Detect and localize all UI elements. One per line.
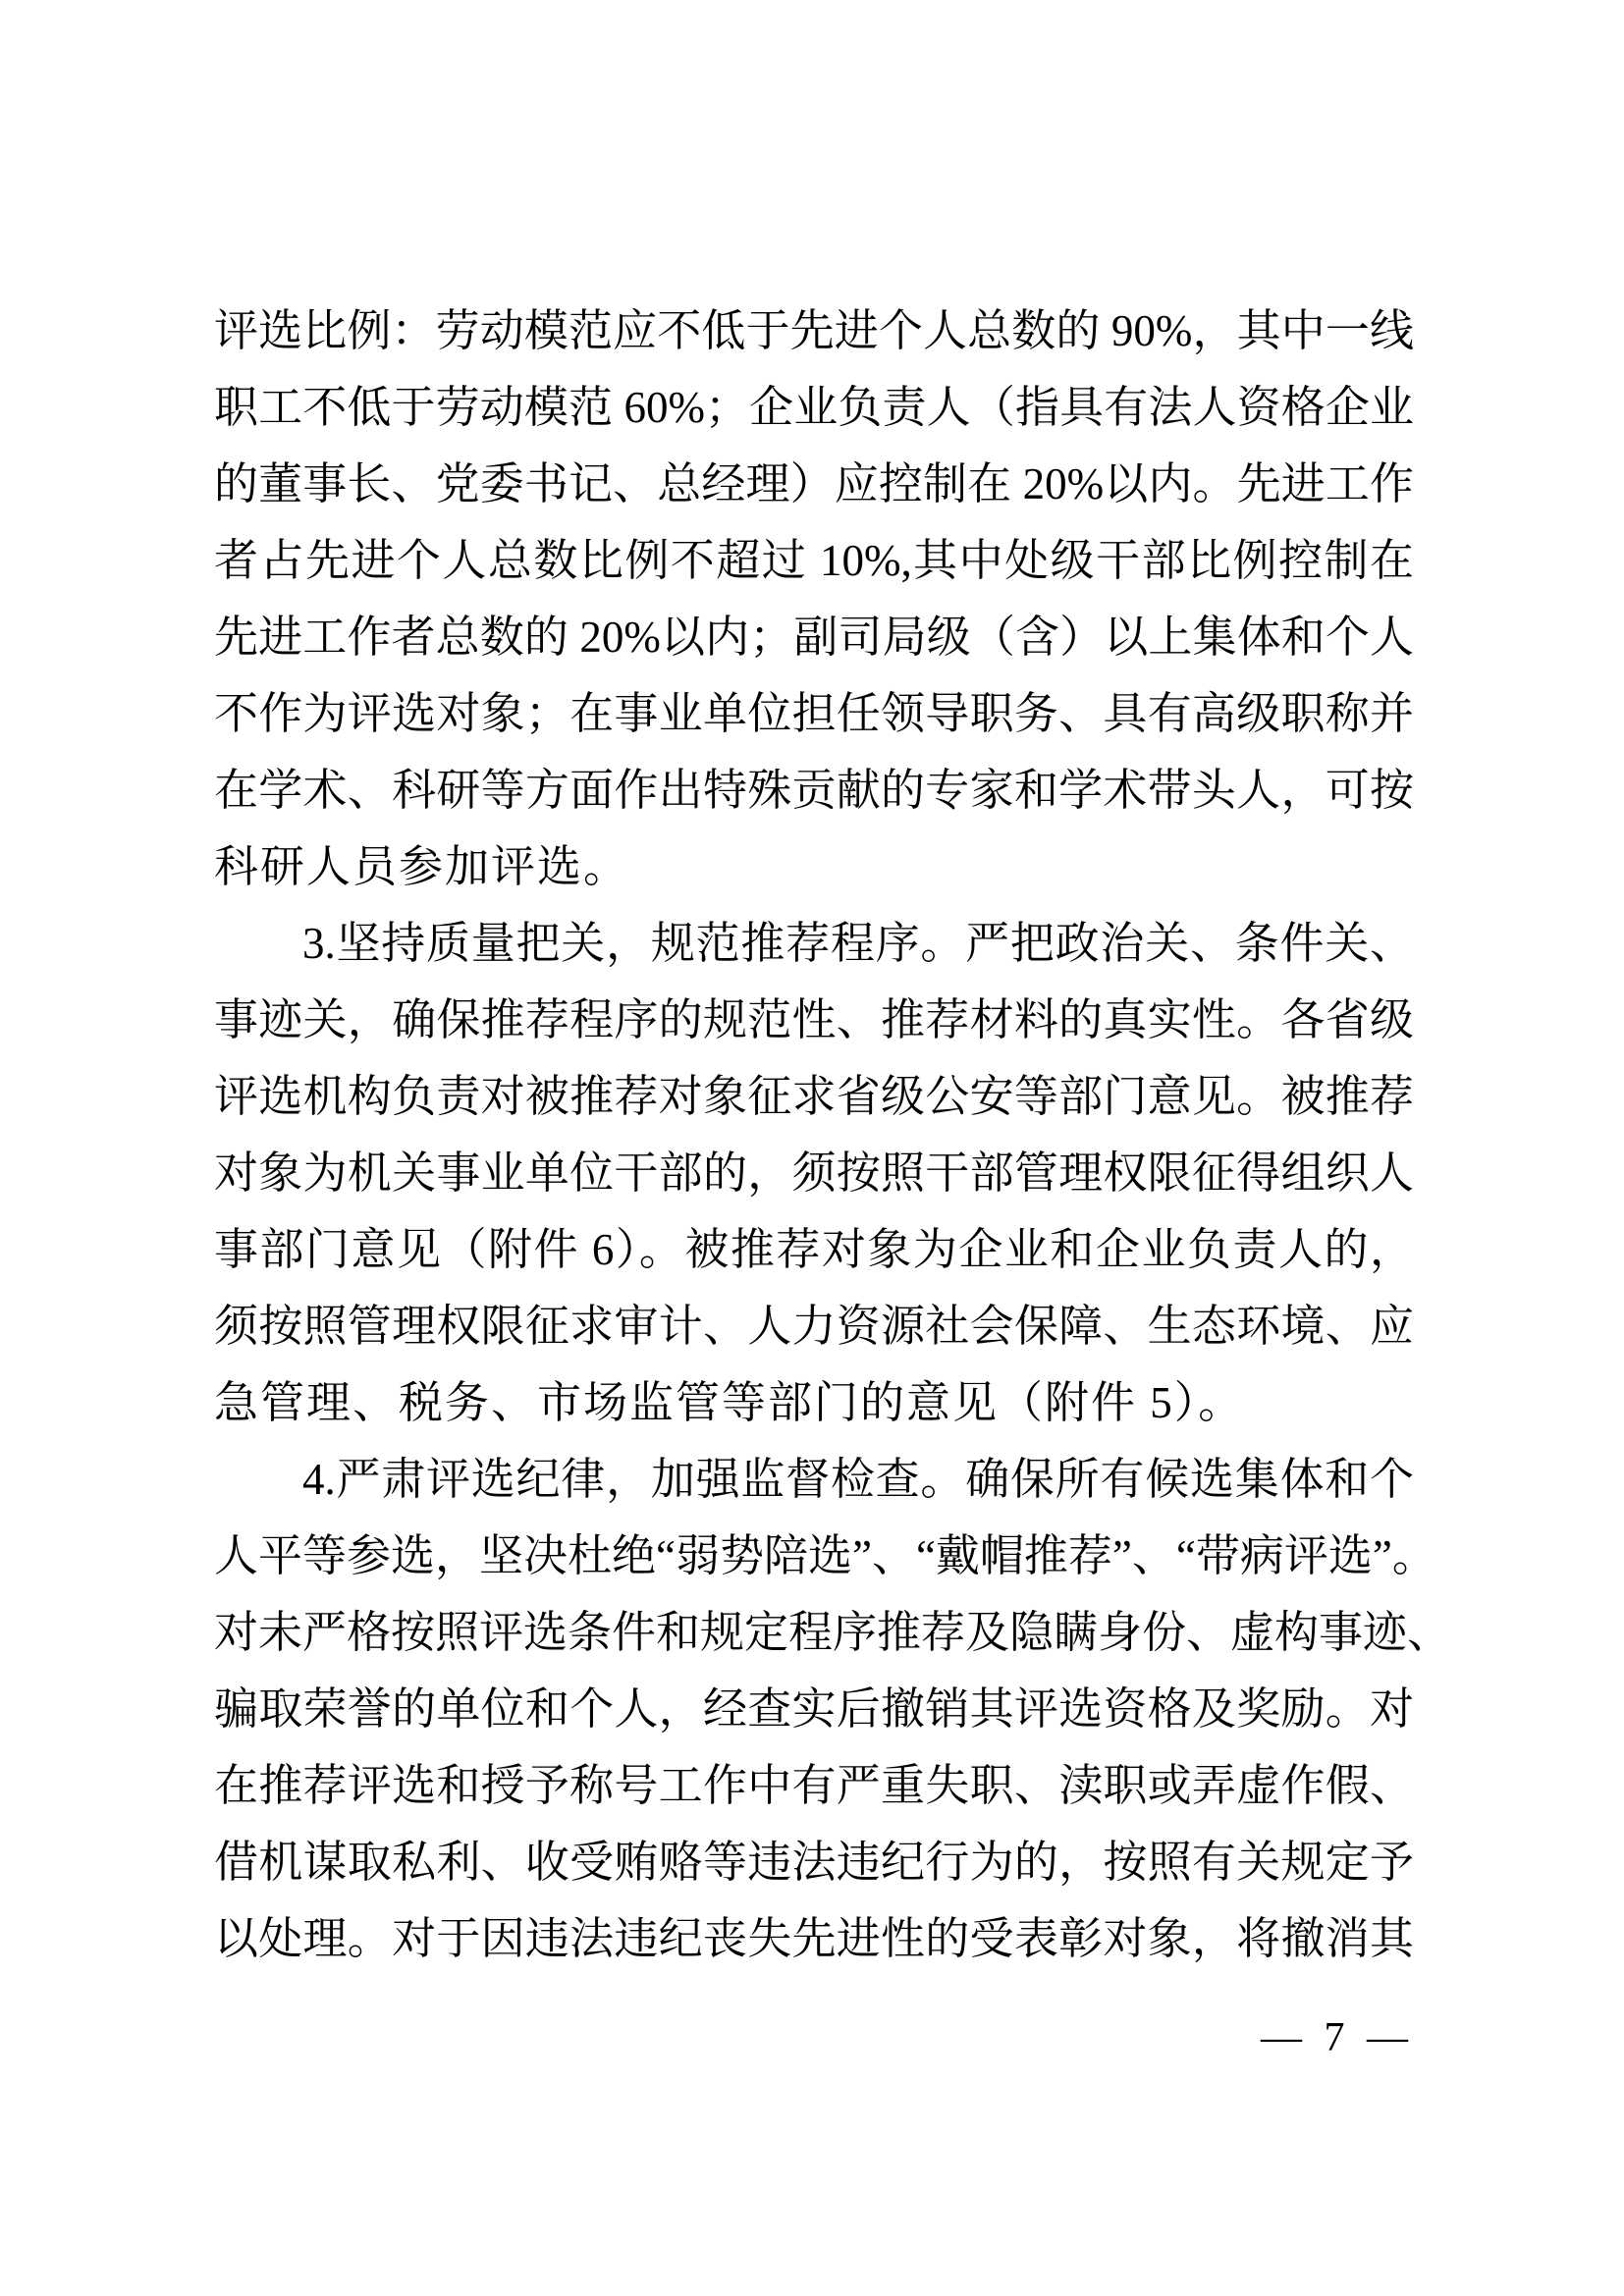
page-number: — 7 —: [1261, 2015, 1414, 2060]
text-line: 的董事长、党委书记、总经理）应控制在 20%以内。先进工作: [214, 459, 1414, 508]
text-line: 以处理。对于因违法违纪丧失先进性的受表彰对象，将撤消其: [214, 1914, 1414, 1963]
text-line: 者占先进个人总数比例不超过 10%,其中处级干部比例控制在: [214, 536, 1414, 585]
text-line: 对未严格按照评选条件和规定程序推荐及隐瞒身份、虚构事迹、: [214, 1608, 1452, 1657]
text-line: 事迹关，确保推荐程序的规范性、推荐材料的真实性。各省级: [214, 995, 1414, 1044]
text-line: 在推荐评选和授予称号工作中有严重失职、渎职或弄虚作假、: [214, 1761, 1414, 1810]
text-line: 骗取荣誉的单位和个人，经查实后撤销其评选资格及奖励。对: [214, 1684, 1414, 1734]
text-line: 先进工作者总数的 20%以内；副司局级（含）以上集体和个人: [214, 613, 1414, 662]
document-body: [214, 293, 1452, 1977]
text-line: 评选机构负责对被推荐对象征求省级公安等部门意见。被推荐: [214, 1072, 1414, 1121]
text-line-paragraph-end: 科研人员参加评选。: [214, 842, 630, 891]
text-line: 人平等参选，坚决杜绝“弱势陪选”、“戴帽推荐”、“带病评选”。: [214, 1531, 1436, 1580]
text-line: 须按照管理权限征求审计、人力资源社会保障、生态环境、应: [214, 1302, 1414, 1351]
text-line-paragraph-start: 4.严肃评选纪律，加强监督检查。确保所有候选集体和个: [302, 1455, 1414, 1504]
text-line: 事部门意见（附件 6）。被推荐对象为企业和企业负责人的，: [214, 1225, 1414, 1274]
text-line: 不作为评选对象；在事业单位担任领导职务、具有高级职称并: [214, 689, 1414, 738]
text-line: 借机谋取私利、收受贿赂等违法违纪行为的，按照有关规定予: [214, 1838, 1414, 1887]
text-line: 在学术、科研等方面作出特殊贡献的专家和学术带头人，可按: [214, 766, 1414, 815]
text-line: 职工不低于劳动模范 60%；企业负责人（指具有法人资格企业: [214, 383, 1414, 432]
text-line-paragraph-end: 急管理、税务、市场监管等部门的意见（附件 5）。: [214, 1378, 1245, 1427]
text-line: 评选比例：劳动模范应不低于先进个人总数的 90%，其中一线: [214, 306, 1414, 355]
text-line-paragraph-start: 3.坚持质量把关，规范推荐程序。严把政治关、条件关、: [302, 919, 1414, 968]
text-line: 对象为机关事业单位干部的，须按照干部管理权限征得组织人: [214, 1148, 1414, 1198]
